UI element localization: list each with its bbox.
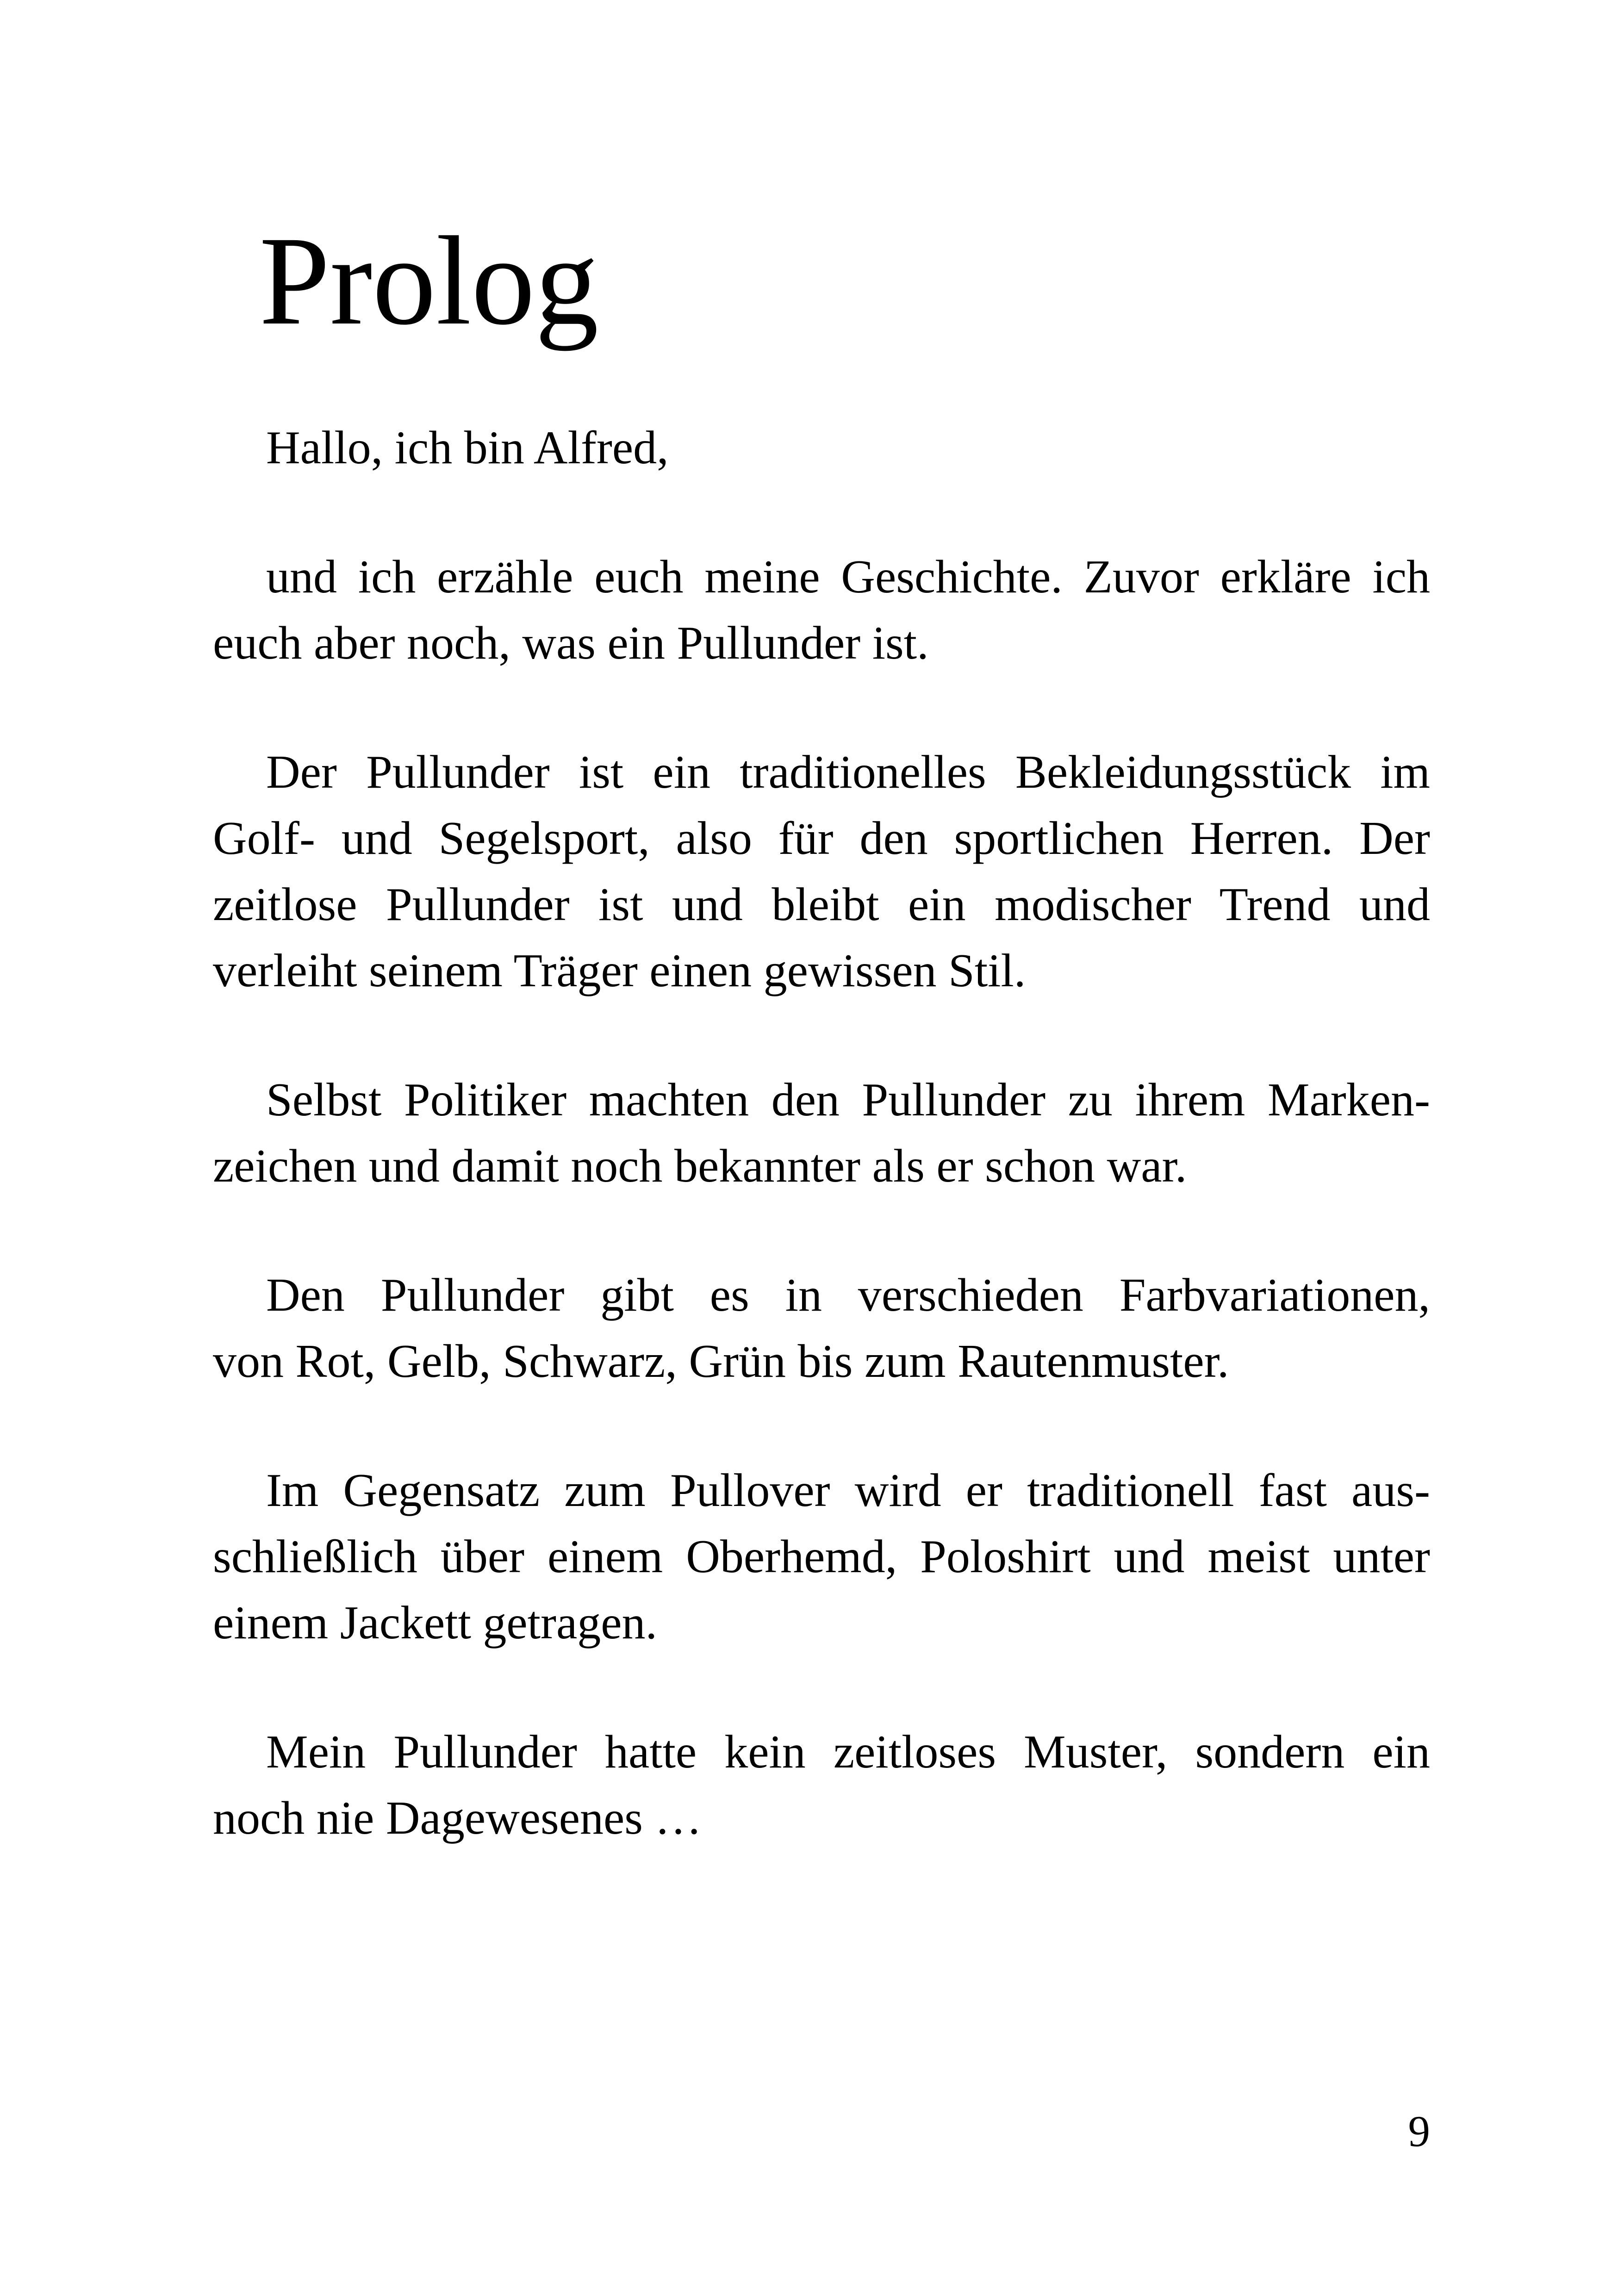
text-line: einem Jackett getragen. (213, 1597, 658, 1649)
paragraph (213, 1719, 1430, 1851)
chapter-title: Prolog (259, 211, 599, 351)
text-line: Hallo, ich bin Alfred, (266, 422, 669, 474)
paragraph (213, 544, 1430, 676)
text-line: zeichen und damit noch bekannter als er schon war. (213, 1140, 1187, 1192)
text-line: Golf- und Segelsport, also für den sportlichen Herren. Der (213, 812, 1430, 865)
text-line: Im Gegensatz zum Pullover wird er traditionell fast aus- (266, 1464, 1430, 1517)
text-line: Selbst Politiker machten den Pullunder zu ihrem Marken- (266, 1074, 1430, 1126)
text-line: und ich erzähle euch meine Geschichte. Zuvor erkläre ich (266, 551, 1430, 603)
text-line: Der Pullunder ist ein traditionelles Bekleidungsstück im (266, 746, 1430, 798)
paragraph (213, 415, 1430, 481)
paragraph (213, 1457, 1430, 1656)
text-line: Den Pullunder gibt es in verschieden Farbvariationen, (266, 1269, 1430, 1321)
text-line: von Rot, Gelb, Schwarz, Grün bis zum Rautenmuster. (213, 1335, 1229, 1388)
paragraph (213, 1067, 1430, 1199)
paragraph (213, 739, 1430, 1004)
page-number: 9 (1408, 2107, 1430, 2156)
text-line: verleiht seinem Träger einen gewissen Stil. (213, 945, 1026, 997)
text-line: noch nie Dagewesenes … (213, 1792, 702, 1844)
prologue-text (213, 415, 1430, 1851)
text-line: zeitlose Pullunder ist und bleibt ein modischer Trend und (213, 878, 1430, 931)
paragraph (213, 1262, 1430, 1394)
text-line: schließlich über einem Oberhemd, Poloshirt und meist unter (213, 1531, 1430, 1583)
text-line: Mein Pullunder hatte kein zeitloses Muster, sondern ein (266, 1726, 1430, 1778)
text-line: euch aber noch, was ein Pullunder ist. (213, 617, 929, 669)
